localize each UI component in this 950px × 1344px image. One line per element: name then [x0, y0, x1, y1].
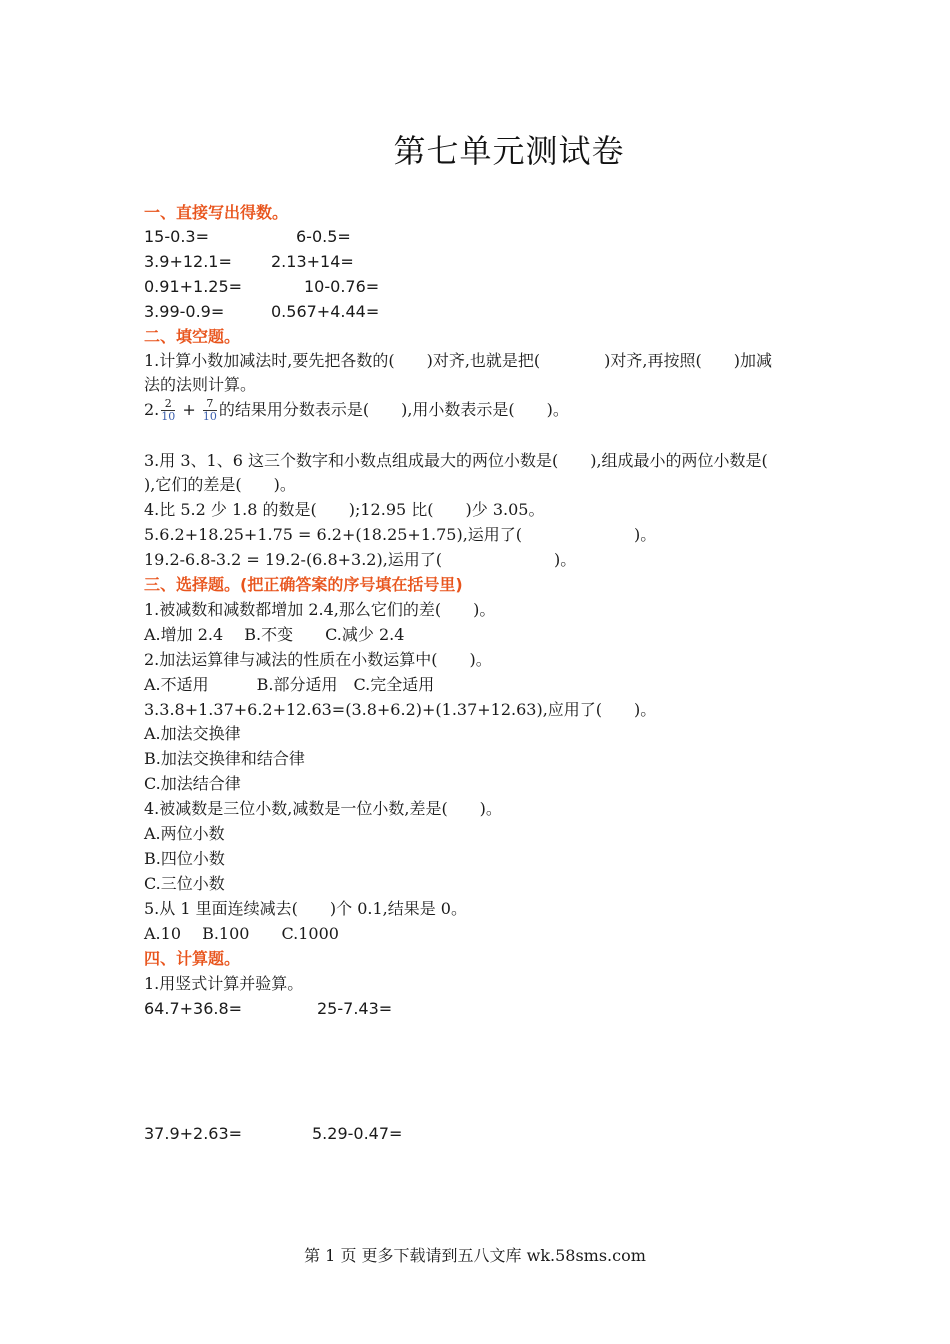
choice-line: 3.3.8+1.37+6.2+12.63=(3.8+6.2)+(1.37+12.63),应用了( )。	[144, 700, 657, 719]
q2-suffix: 的结果用分数表示是( ),用小数表示是( )。	[218, 400, 569, 419]
fill-q1-line1: 1.计算小数加减法时,要先把各数的( )对齐,也就是把( )对齐,再按照( )加减	[144, 351, 772, 370]
choice-line: A.加法交换律	[144, 724, 241, 743]
choice-line: B.加法交换律和结合律	[144, 749, 305, 768]
calc-item: 15-0.3=	[144, 227, 209, 246]
choice-line: C.三位小数	[144, 874, 225, 893]
fill-q5-line1: 5.6.2+18.25+1.75 = 6.2+(18.25+1.75),运用了( )。	[144, 525, 657, 544]
calc-item: 25-7.43=	[317, 999, 393, 1018]
fill-q5-line2: 19.2-6.8-3.2 = 19.2-(6.8+3.2),运用了( )。	[144, 550, 577, 569]
fraction-2-10	[161, 398, 175, 423]
calc-row-2	[144, 252, 354, 272]
calc-row-4	[144, 302, 380, 322]
q2-prefix: 2.	[144, 400, 160, 419]
fraction-denominator: 10	[161, 410, 176, 423]
calc-item: 10-0.76=	[304, 277, 380, 296]
fill-q3-line1: 3.用 3、1、6 这三个数字和小数点组成最大的两位小数是( ),组成最小的两位小数是(	[144, 451, 768, 470]
fraction-numerator: 2	[161, 398, 175, 411]
calc-row-3	[144, 277, 380, 297]
fraction-7-10	[203, 398, 217, 423]
calc-item: 2.13+14=	[271, 252, 354, 271]
choice-line: A.增加 2.4 B.不变 C.减少 2.4	[144, 625, 405, 644]
choice-line: A.10 B.100 C.1000	[144, 924, 339, 943]
fraction-numerator: 7	[203, 398, 217, 411]
calc-row-1	[144, 227, 351, 247]
calc-item: 0.567+4.44=	[271, 302, 380, 321]
choice-line: 5.从 1 里面连续减去( )个 0.1,结果是 0。	[144, 899, 467, 918]
fill-q3-line2: ),它们的差是( )。	[144, 475, 296, 494]
calc-instruction: 1.用竖式计算并验算。	[144, 974, 304, 993]
calc-item: 3.9+12.1=	[144, 252, 232, 271]
calc-item: 64.7+36.8=	[144, 999, 243, 1018]
section-4-heading: 四、计算题。	[144, 949, 241, 968]
vertical-calc-row-2	[144, 1124, 403, 1144]
page-title: 第七单元测试卷	[393, 132, 625, 170]
choice-line: C.加法结合律	[144, 774, 241, 793]
fill-q2	[144, 398, 569, 423]
fill-q4: 4.比 5.2 少 1.8 的数是( );12.95 比( )少 3.05。	[144, 500, 545, 519]
choice-line: 2.加法运算律与减法的性质在小数运算中( )。	[144, 650, 492, 669]
calc-item: 0.91+1.25=	[144, 277, 243, 296]
plus-sign: +	[182, 400, 196, 419]
choice-line: A.不适用 B.部分适用 C.完全适用	[144, 675, 435, 694]
page-footer: 第 1 页 更多下载请到五八文库 wk.58sms.com	[304, 1246, 646, 1265]
calc-item: 6-0.5=	[296, 227, 351, 246]
fill-q1-line2: 法的法则计算。	[144, 375, 257, 394]
calc-item: 5.29-0.47=	[312, 1124, 403, 1143]
choice-line: B.四位小数	[144, 849, 225, 868]
choice-line: 1.被减数和减数都增加 2.4,那么它们的差( )。	[144, 600, 496, 619]
choice-line: A.两位小数	[144, 824, 225, 843]
calc-item: 37.9+2.63=	[144, 1124, 243, 1143]
fraction-denominator: 10	[202, 410, 217, 423]
vertical-calc-row-1	[144, 999, 393, 1019]
calc-item: 3.99-0.9=	[144, 302, 225, 321]
section-3-heading: 三、选择题。(把正确答案的序号填在括号里)	[144, 575, 463, 594]
choice-line: 4.被减数是三位小数,减数是一位小数,差是( )。	[144, 799, 502, 818]
section-1-heading: 一、直接写出得数。	[144, 203, 289, 222]
section-2-heading: 二、填空题。	[144, 327, 241, 346]
